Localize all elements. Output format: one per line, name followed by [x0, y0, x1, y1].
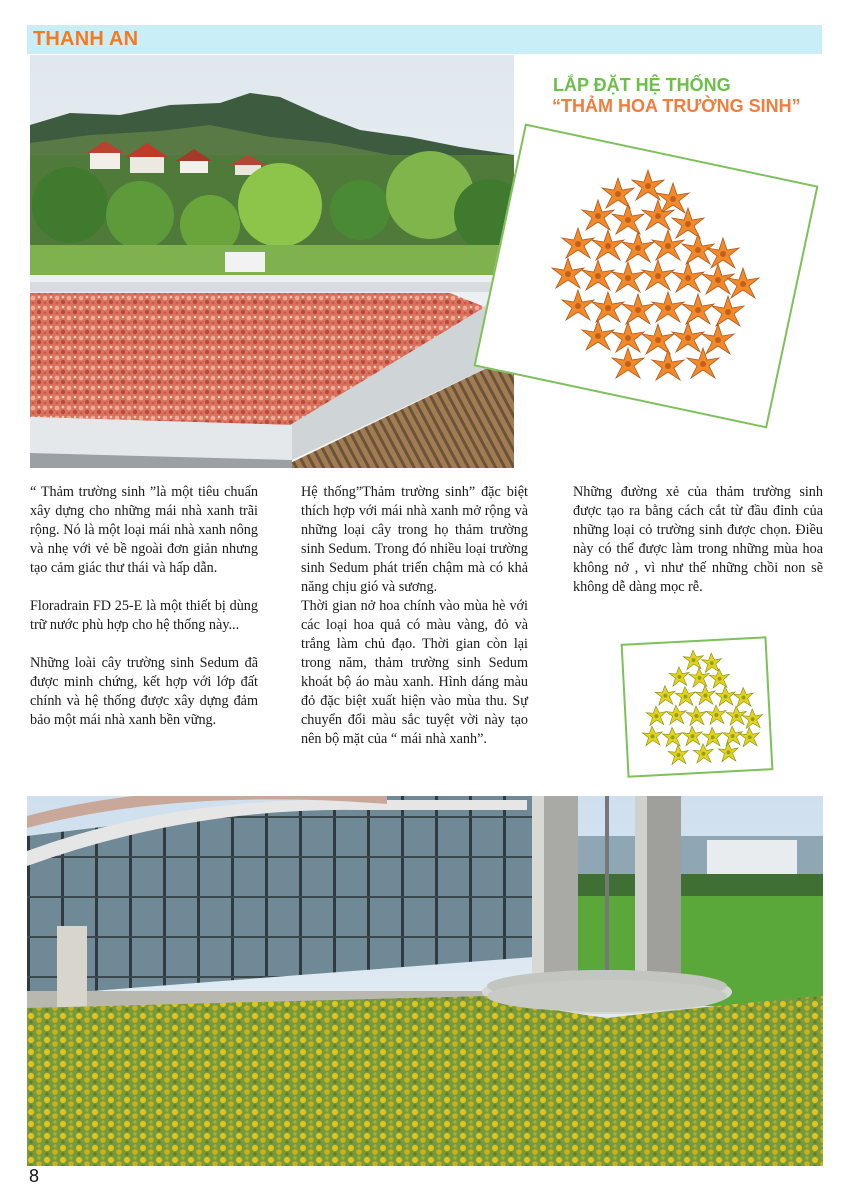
- section-title-line2: “THẢM HOA TRƯỜNG SINH”: [552, 96, 801, 116]
- paragraph: Những đường xẻ của thảm trường sinh được tạo ra bằng cách cắt từ đầu đỉnh của những loại cỏ trường sinh được chọn. Điều này có thể được làm trong những mùa hoa không nở , vì như thế những chồi non sẽ không dễ dàng mọc rễ.: [573, 484, 823, 595]
- section-title: [553, 75, 801, 117]
- section-title-line1: LẮP ĐẶT HỆ THỐNG: [553, 75, 731, 95]
- paragraph: Thời gian nở hoa chính vào mùa hè với các loại hoa quả có màu vàng, đỏ và trắng làm chủ đạo. Thời gian còn lại trong năm, thảm trường sinh Sedum khoát bộ áo màu xanh. Hình dáng màu đỏ đặc biệt xuất hiện vào mùa thu. Sự chuyển đổi màu sắc tuyệt vời này tạo nên bộ mặt của “ mái nhà xanh”.: [301, 598, 528, 747]
- text-column-middle: [301, 483, 528, 749]
- text-column-right: [573, 483, 823, 597]
- green-roof-photo-bottom: [27, 796, 823, 1166]
- paragraph: Floradrain FD 25-E là một thiết bị dùng trữ nước phù hợp cho hệ thống này...: [30, 598, 258, 633]
- brand-name: THANH AN: [33, 28, 139, 50]
- page-number: 8: [29, 1166, 40, 1186]
- paragraph: “ Thảm trường sinh ”là một tiêu chuẩn xây dựng cho những mái nhà xanh trãi rộng. Nó là một loại mái nhà xanh nông và nhẹ với vẻ bề ngoài đơn giản nhưng tạo cảm giác thư thái và hấp dẫn.: [30, 484, 258, 576]
- paragraph: Những loài cây trường sinh Sedum đã được minh chứng, kết hợp với lớp đất chính và hệ thống được xây dựng đảm bảo một mái nhà xanh bền vững.: [30, 655, 258, 728]
- header-band: [27, 25, 822, 54]
- text-column-left: [30, 483, 258, 730]
- paragraph: Hệ thống”Thảm trường sinh” đặc biệt thích hợp với mái nhà xanh mở rộng và những loại cây trong họ thảm trường sinh Sedum. Trong đó nhiều loại trường sinh Sedum phát triển chậm mà có khả năng chịu gió và sương.: [301, 484, 528, 595]
- green-roof-photo-top: [30, 55, 514, 468]
- orange-sedum-card: [473, 124, 818, 429]
- yellow-sedum-card: [621, 636, 774, 777]
